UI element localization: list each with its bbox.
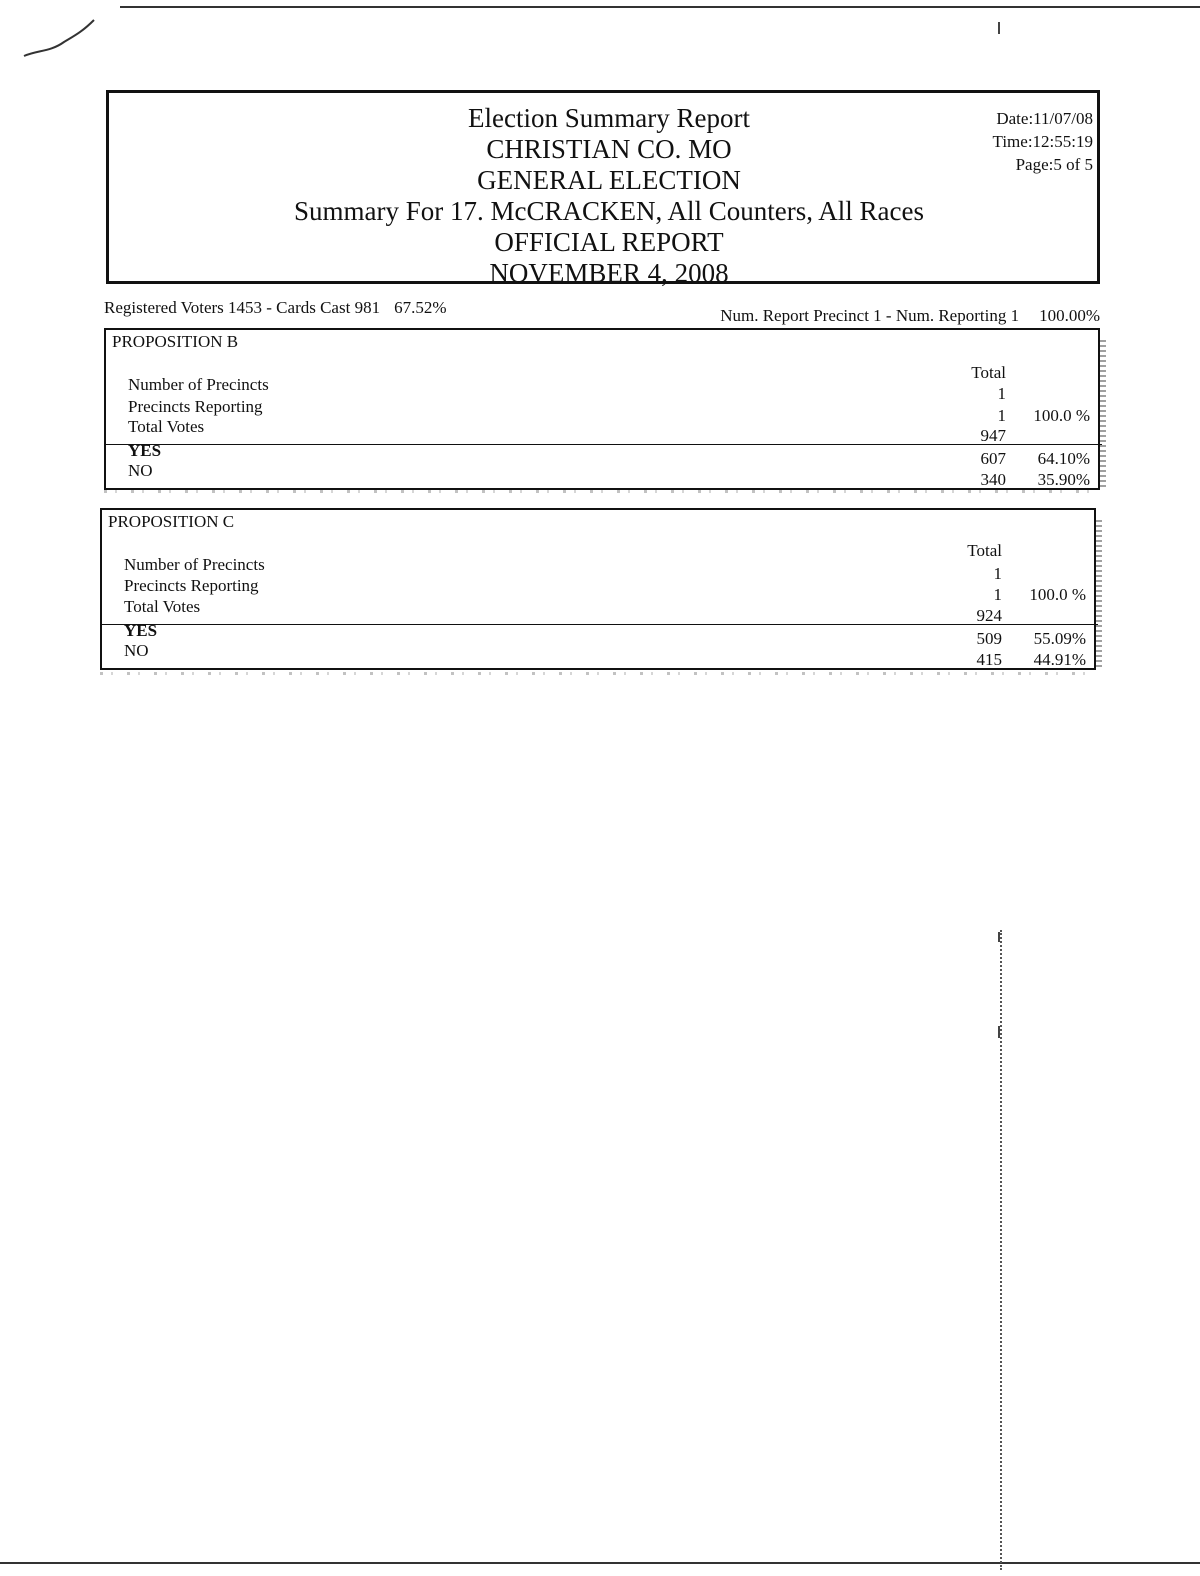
scan-edge-right (1000, 930, 1002, 1570)
report-header (106, 90, 1100, 288)
scan-border-bottom (0, 1562, 1200, 1564)
race-title: PROPOSITION B (112, 332, 239, 351)
scan-noise (104, 490, 1100, 493)
precinct-reporting-text: Num. Report Precinct 1 - Num. Reporting 1 (720, 306, 1020, 325)
stat-label: Total Votes (124, 597, 201, 616)
scan-noise (1096, 520, 1102, 670)
race-title: PROPOSITION C (108, 512, 235, 531)
election-date: NOVEMBER 4, 2008 (489, 258, 729, 288)
stat-label: Number of Precincts (128, 375, 269, 394)
choice-percent: 44.91% (1033, 650, 1086, 669)
stat-total: 947 (980, 426, 1006, 445)
scan-tick (998, 932, 1000, 942)
stat-total: 1 (997, 384, 1006, 403)
choice-total: 415 (976, 650, 1002, 669)
race-proposition-c (100, 508, 1096, 670)
scan-noise (1100, 340, 1106, 490)
total-column-header: Total (971, 363, 1006, 382)
report-time: Time:12:55:19 (992, 132, 1093, 151)
choice-percent: 64.10% (1037, 449, 1090, 468)
report-meta (993, 107, 1093, 176)
county-name: CHRISTIAN CO. MO (486, 134, 732, 164)
choice-label: YES (124, 621, 158, 640)
race-proposition-b (104, 328, 1100, 490)
stat-total: 1 (993, 585, 1002, 604)
stat-percent: 100.0 % (1029, 585, 1086, 604)
total-column-header: Total (967, 541, 1002, 560)
choice-total: 340 (980, 470, 1006, 489)
turnout-percent: 67.52% (394, 298, 447, 317)
stat-percent: 100.0 % (1033, 406, 1090, 425)
choice-percent: 55.09% (1033, 629, 1086, 648)
choice-label: YES (128, 441, 162, 460)
stat-label: Precincts Reporting (128, 397, 263, 416)
choice-percent: 35.90% (1037, 470, 1090, 489)
stat-total: 924 (976, 606, 1002, 625)
registered-voters-line (104, 298, 447, 318)
precinct-reporting-line (720, 306, 1100, 326)
reporting-percent: 100.00% (1039, 306, 1100, 325)
summary-scope: Summary For 17. McCRACKEN, All Counters, All Races (294, 196, 924, 226)
divider (102, 624, 1098, 625)
scan-border-top (120, 6, 1200, 8)
stat-total: 1 (997, 406, 1006, 425)
report-title: Election Summary Report (468, 103, 750, 133)
scan-tick (998, 1026, 1000, 1038)
scan-tick (998, 22, 1000, 34)
choice-total: 509 (976, 629, 1002, 648)
scan-noise (100, 672, 1096, 675)
stat-label: Precincts Reporting (124, 576, 259, 595)
report-date: Date:11/07/08 (996, 109, 1093, 128)
choice-label: NO (124, 641, 149, 660)
choice-label: NO (128, 461, 153, 480)
registered-voters-text: Registered Voters 1453 - Cards Cast 981 (104, 298, 381, 317)
page-number: Page:5 of 5 (1015, 155, 1093, 174)
stat-total: 1 (993, 564, 1002, 583)
stat-label: Total Votes (128, 417, 205, 436)
report-status: OFFICIAL REPORT (494, 227, 724, 257)
divider (106, 444, 1102, 445)
choice-total: 607 (980, 449, 1006, 468)
stat-label: Number of Precincts (124, 555, 265, 574)
pen-stroke-mark (20, 14, 100, 64)
election-name: GENERAL ELECTION (477, 165, 741, 195)
report-title-block (109, 103, 1109, 289)
